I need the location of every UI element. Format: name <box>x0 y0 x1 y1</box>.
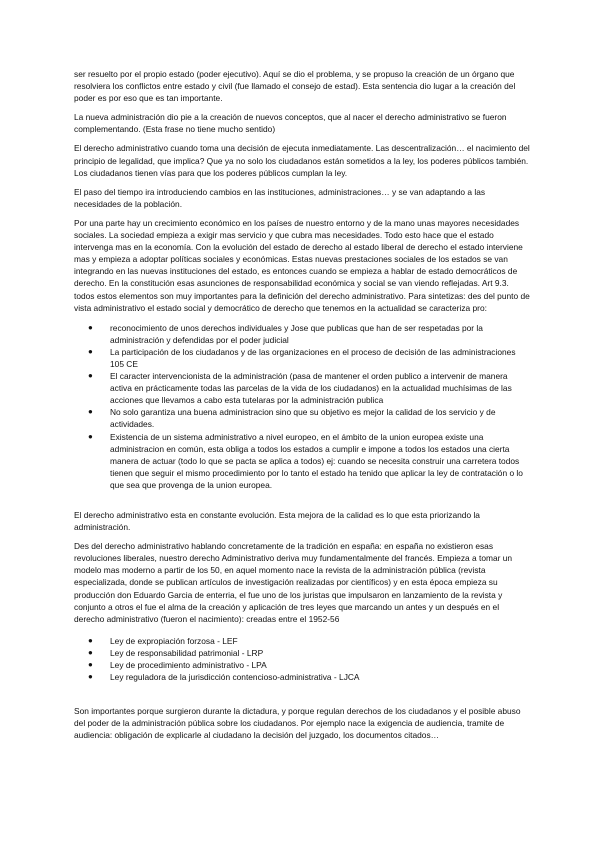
list-item-text: Ley de expropiación forzosa - LEF <box>110 635 238 646</box>
paragraph-1: ser resuelto por el propio estado (poder ejecutivo). Aquí se dio el problema, y se propuso la creación de un órgano que resolviera los conflictos entre estado y civil (fue llamado el consejo de estad). Esta sentencia dio lugar a la creación del poder es por eso que es tan importante. <box>74 69 516 104</box>
list-item <box>74 406 530 430</box>
list-item-text: No solo garantiza una buena administracion sino que su objetivo es mejor la calidad de los servicio y de actividades. <box>110 407 496 430</box>
bullet-icon: ● <box>88 346 93 356</box>
list-item-text: Existencia de un sistema administrativo a nivel europeo, en el ámbito de la union europea existe una administracion en común, esta obliga a todos los estados a cumplir e impone a todos los estados una cierta manera de actuar (todo lo que se pacta se aplica a todos) ej: cuando se necesita construir una carretera todos tienen que seguir el mismo procedimiento por lo tanto el estado ha tenido que aplicar la ley de contratación o lo que sea que provenga de la union europea. <box>110 431 523 490</box>
list-item-text: Ley de procedimiento administrativo - LPA <box>110 660 267 671</box>
list-item-text: El caracter intervencionista de la administración (pasa de mantener el orden publico a intervenir de manera activa en prácticamente todas las parcelas de la vida de los ciudadanos) en la actualidad muchísimas de las acciones que llevamos a cabo esta tutelaras por la administración publica <box>110 371 512 406</box>
list-item <box>74 659 530 671</box>
list-item-text: Ley de responsabilidad patrimonial - LRP <box>110 647 264 658</box>
bullet-icon: ● <box>88 672 93 682</box>
paragraph-2: La nueva administración dio pie a la creación de nuevos conceptos, que al nacer el derecho administrativo se fueron complementando. (Esta frase no tiene mucho sentido) <box>74 112 507 135</box>
list-item <box>74 431 530 491</box>
list-item <box>74 370 530 406</box>
list-item-text: La participación de los ciudadanos y de las organizaciones en el proceso de decisión de las administraciones 105 CE <box>110 346 516 369</box>
bullet-icon: ● <box>88 647 93 657</box>
laws-list <box>74 635 530 683</box>
bullet-icon: ● <box>88 371 93 381</box>
list-item <box>74 635 530 647</box>
paragraph-8: Son importantes porque surgieron durante la dictadura, y porque regulan derechos de los ciudadanos y el posible abuso del poder de la administración pública sobre los ciudadanos. Por ejemplo nace la exigencia de audiencia, tramite de audiencia: obligación de explicarle al ciudadano la decisión del juzgado, los documentos citados… <box>74 706 521 741</box>
paragraph-6: El derecho administrativo esta en constante evolución. Esta mejora de la calidad es lo que esta priorizando la administración. <box>74 510 480 533</box>
bullet-icon: ● <box>88 431 93 441</box>
list-item <box>74 671 530 683</box>
list-item <box>74 322 530 346</box>
list-item <box>74 647 530 659</box>
paragraph-4: El paso del tiempo ira introduciendo cambios en las instituciones, administraciones… y se van adaptando a las necesidades de la población. <box>74 186 486 209</box>
paragraph-7: Des del derecho administrativo hablando concretamente de la tradición en españa: en españa no existieron esas revoluciones liberales, nuestro derecho Administrativo deriva muy fundamentalmente del francés. Empieza a tomar un modelo mas moderno a partir de los 50, en aquel momento nace la revista de la administración pública (revista especializada, donde se publican artículos de investigación realizadas por científicos) y en esta época empieza su producción don Eduardo Garcia de enterria, el fue uno de los juristas que impulsaron en lanzamiento de la revista y conjunto a otros el fue el alma de la creación y aplicación de tres leyes que marcando un antes y un después en el derecho administrativo (fueron el nacimiento): creadas entre el 1952-56 <box>74 541 513 624</box>
bullet-icon: ● <box>88 322 93 332</box>
paragraph-5: Por una parte hay un crecimiento económico en los países de nuestro entorno y de la mano unas mayores necesidades sociales. La sociedad empieza a exigir mas servicio y que cubra mas necesidades. Todo esto hace que el estado intervenga mas en la economía. Con la evolución del estado de derecho al estado liberal de derecho el estado interviene mas y empieza a adoptar políticas sociales y económicas. Estas nuevas prestaciones sociales de los estados se van integrando en las nuevas instituciones del estado, es entonces cuando se empieza a hablar de estado democráticos de derecho. En la constitución esas asunciones de responsabilidad económica y social se van viendo reflejadas. Art 9.3. todos estos elementos son muy importantes para la definición del derecho administrativo. Para sintetizas: des del punto de vista administrativo el estado social y democrático de derecho que tenemos en la actualidad se caracteriza pro: <box>74 217 530 313</box>
list-item <box>74 346 530 370</box>
list-item-text: reconocimiento de unos derechos individuales y Jose que publicas que han de ser respetadas por la administración y defendidas por el poder judicial <box>110 322 483 345</box>
bullet-icon: ● <box>88 407 93 417</box>
bullet-icon: ● <box>88 660 93 670</box>
paragraph-3: El derecho administrativo cuando toma una decisión de ejecuta inmediatamente. Las descentralización… el nacimiento del principio de legalidad, que implica? Que ya no solo los ciudadanos están sometidos a la ley, los poderes públicos también. Los ciudadanos tienen vías para que los poderes públicos cumplan la ley. <box>74 143 530 178</box>
list-item-text: Ley reguladora de la jurisdicción contencioso-administrativa - LJCA <box>110 672 360 683</box>
bullet-icon: ● <box>88 635 93 645</box>
characteristics-list <box>74 322 530 491</box>
